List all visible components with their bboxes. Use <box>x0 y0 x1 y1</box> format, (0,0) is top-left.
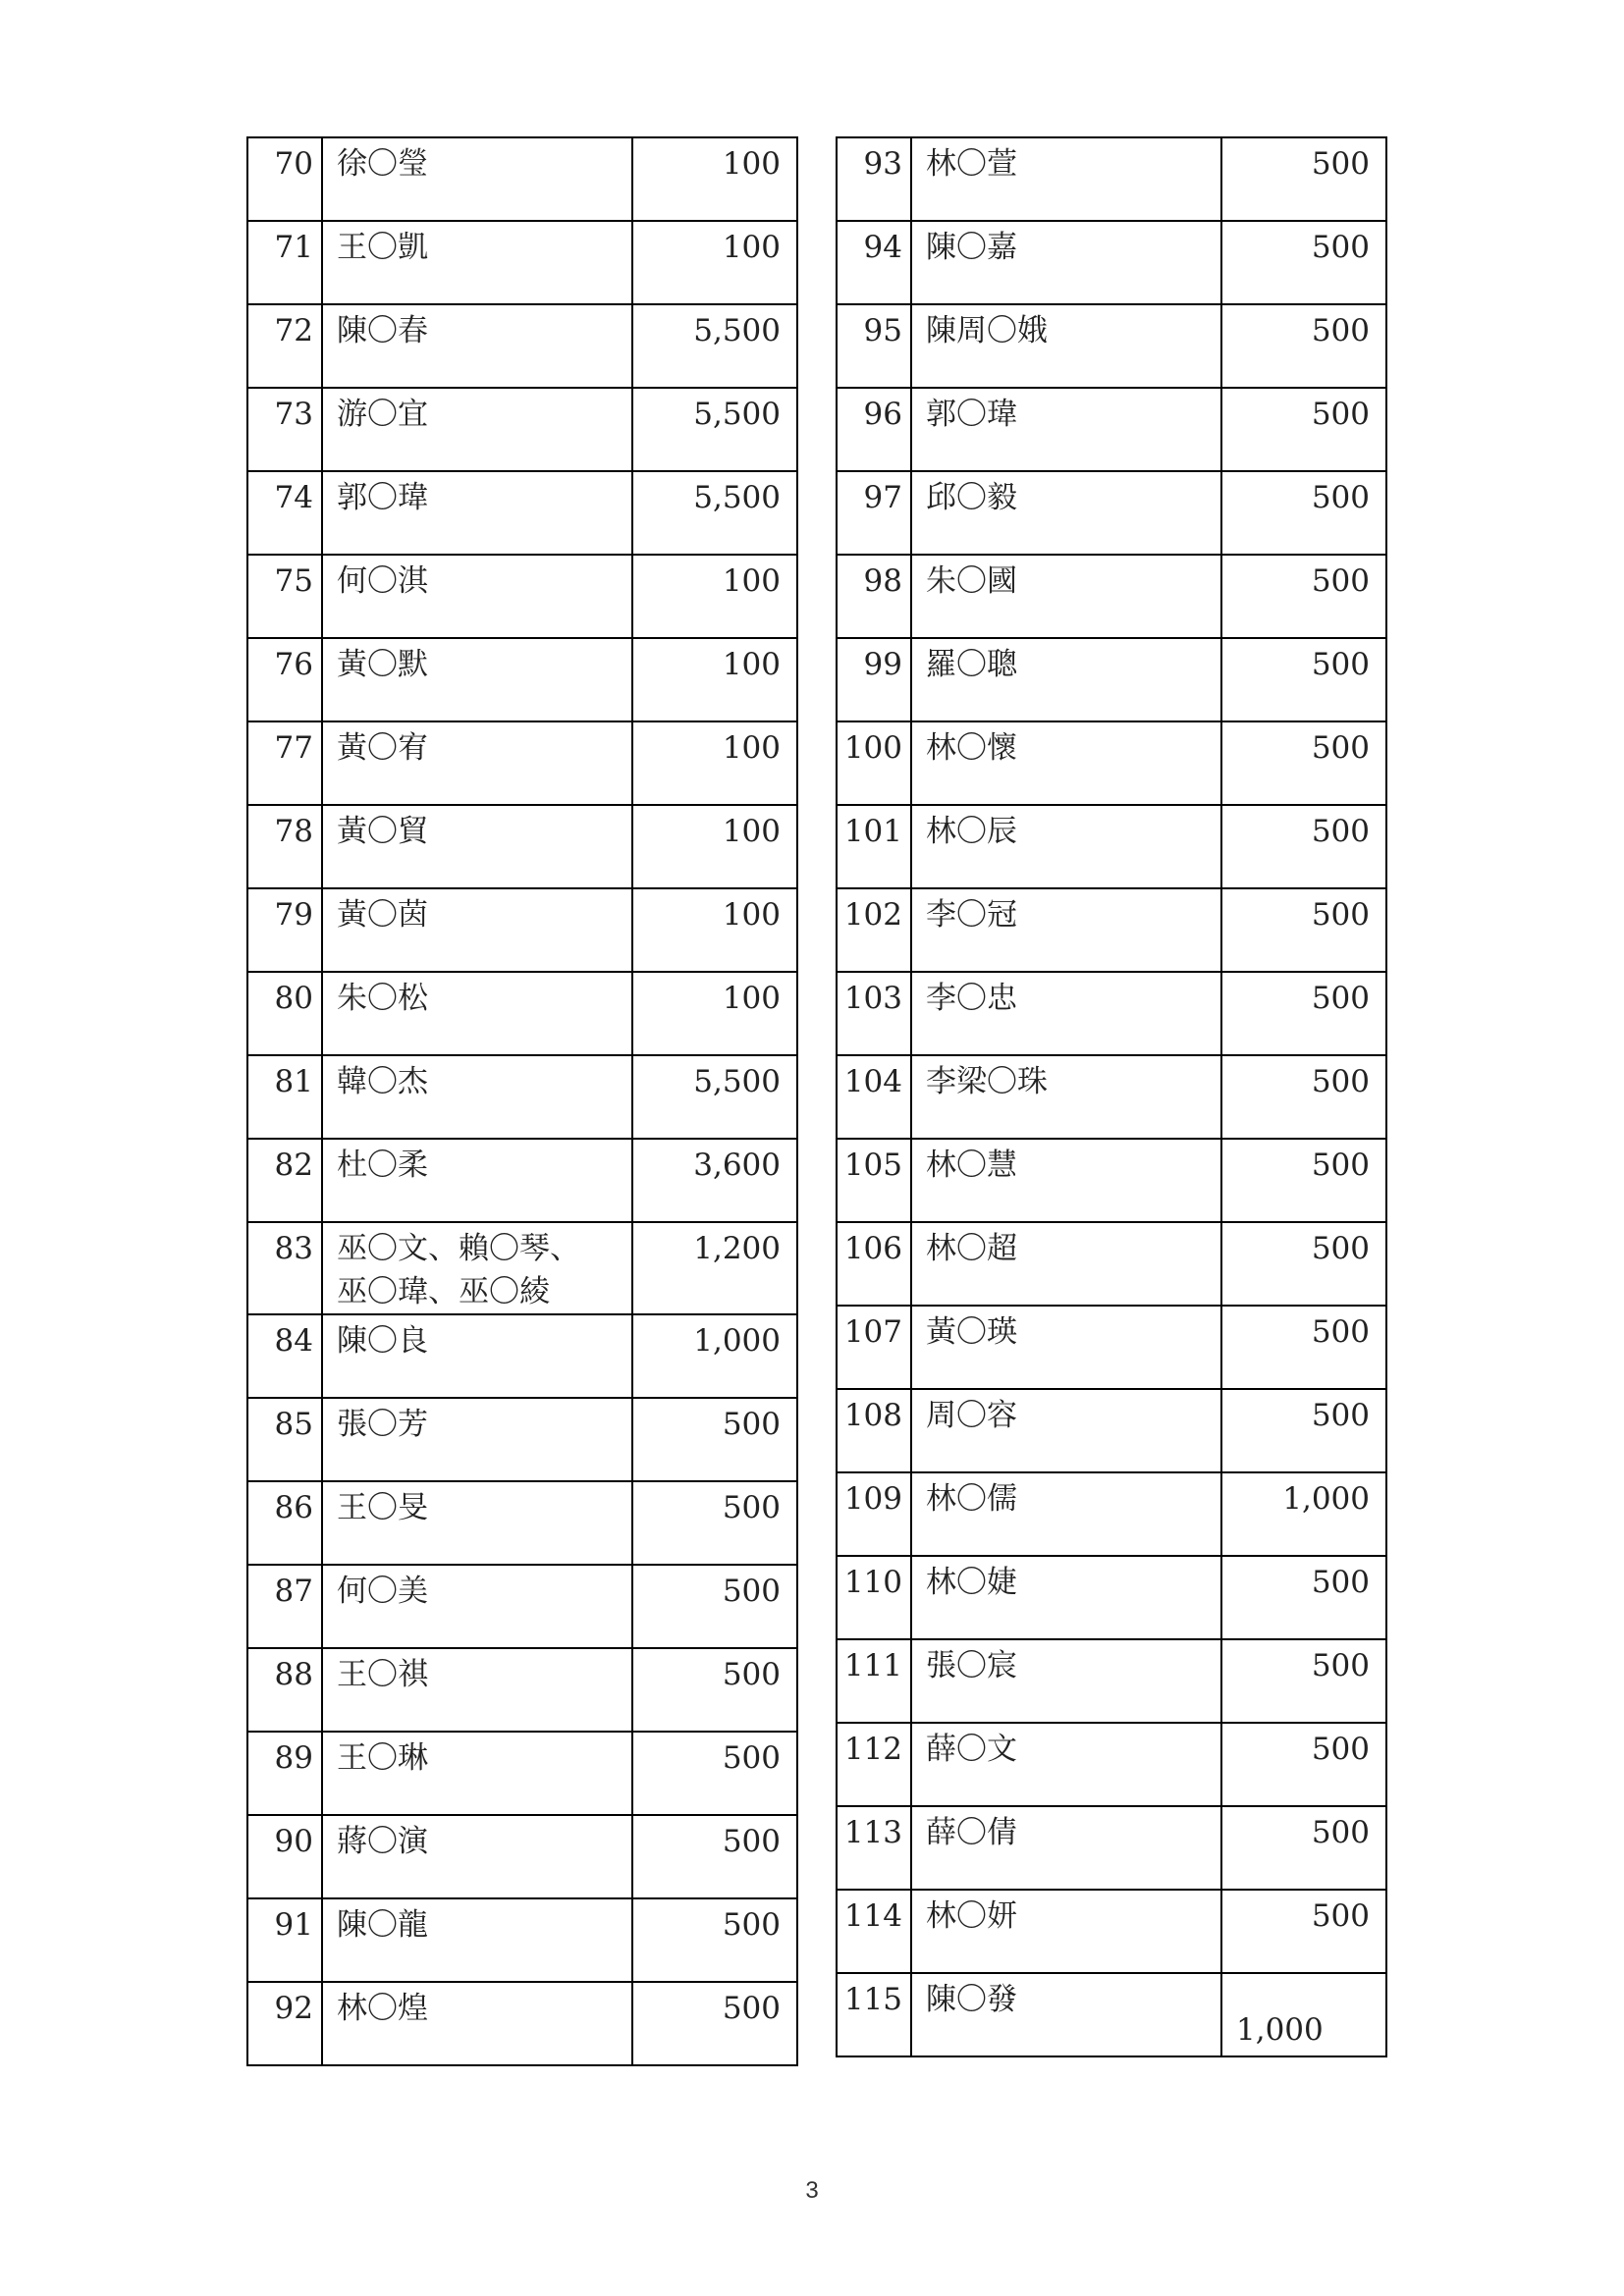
donor-name: 張〇宸 <box>911 1639 1221 1723</box>
table-row <box>247 304 797 388</box>
donor-name: 李〇冠 <box>911 888 1221 972</box>
donation-amount: 500 <box>632 1648 797 1732</box>
row-number: 73 <box>247 388 322 471</box>
donation-amount: 500 <box>1221 1806 1386 1890</box>
table-row <box>837 972 1386 1055</box>
page-number: 3 <box>805 2177 819 2204</box>
donation-amount: 500 <box>632 1898 797 1982</box>
donor-name: 薛〇文 <box>911 1723 1221 1806</box>
table-row <box>837 1639 1386 1723</box>
table-row <box>247 1398 797 1481</box>
row-number: 87 <box>247 1565 322 1648</box>
donation-amount: 500 <box>632 1815 797 1898</box>
donor-name: 何〇美 <box>322 1565 632 1648</box>
donor-name: 黃〇瑛 <box>911 1306 1221 1389</box>
donation-amount: 5,500 <box>632 388 797 471</box>
row-number: 84 <box>247 1314 322 1398</box>
donation-amount: 500 <box>1221 1556 1386 1639</box>
row-number: 110 <box>837 1556 911 1639</box>
donation-amount: 500 <box>1221 805 1386 888</box>
donation-amount: 500 <box>1221 1723 1386 1806</box>
donor-name: 黃〇宥 <box>322 721 632 805</box>
donor-name: 林〇慧 <box>911 1139 1221 1222</box>
donation-amount: 5,500 <box>632 471 797 555</box>
donor-name: 王〇凱 <box>322 221 632 304</box>
row-number: 99 <box>837 638 911 721</box>
table-row <box>247 471 797 555</box>
table-row <box>247 1055 797 1139</box>
donation-amount: 500 <box>1221 304 1386 388</box>
table-row <box>837 1306 1386 1389</box>
donation-amount: 500 <box>632 1481 797 1565</box>
donor-name: 陳〇龍 <box>322 1898 632 1982</box>
row-number: 112 <box>837 1723 911 1806</box>
donation-amount: 500 <box>1221 388 1386 471</box>
table-row <box>247 1481 797 1565</box>
table-row <box>247 1648 797 1732</box>
table-row <box>247 555 797 638</box>
donor-name: 林〇萱 <box>911 137 1221 221</box>
donor-name: 張〇芳 <box>322 1398 632 1481</box>
donor-name: 徐〇瑩 <box>322 137 632 221</box>
table-row <box>247 388 797 471</box>
table-row <box>837 1556 1386 1639</box>
donor-name: 朱〇松 <box>322 972 632 1055</box>
donation-amount: 500 <box>1221 1890 1386 1973</box>
table-row <box>247 721 797 805</box>
row-number: 95 <box>837 304 911 388</box>
row-number: 74 <box>247 471 322 555</box>
table-row <box>837 805 1386 888</box>
donation-amount: 500 <box>632 1732 797 1815</box>
donor-name: 黃〇貿 <box>322 805 632 888</box>
row-number: 77 <box>247 721 322 805</box>
row-number: 96 <box>837 388 911 471</box>
donor-name: 游〇宜 <box>322 388 632 471</box>
row-number: 103 <box>837 972 911 1055</box>
row-number: 83 <box>247 1222 322 1314</box>
donation-amount: 500 <box>1221 1389 1386 1472</box>
donation-amount: 100 <box>632 137 797 221</box>
donation-amount: 500 <box>1221 137 1386 221</box>
donation-amount: 5,500 <box>632 304 797 388</box>
row-number: 75 <box>247 555 322 638</box>
donation-amount: 500 <box>1221 721 1386 805</box>
donor-name-line-2: 巫〇瑋、巫〇綾 <box>337 1274 550 1309</box>
donor-name: 王〇旻 <box>322 1481 632 1565</box>
row-number: 90 <box>247 1815 322 1898</box>
donor-name: 陳〇春 <box>322 304 632 388</box>
donation-amount: 500 <box>1221 972 1386 1055</box>
table-row <box>247 888 797 972</box>
donor-name: 李〇忠 <box>911 972 1221 1055</box>
donation-amount: 1,200 <box>632 1222 797 1314</box>
row-number: 101 <box>837 805 911 888</box>
row-number: 89 <box>247 1732 322 1815</box>
table-row <box>247 1314 797 1398</box>
row-number: 114 <box>837 1890 911 1973</box>
table-row <box>837 1806 1386 1890</box>
donor-name: 黃〇茵 <box>322 888 632 972</box>
donation-amount: 500 <box>1221 888 1386 972</box>
donation-amount: 500 <box>632 1982 797 2065</box>
table-row <box>837 137 1386 221</box>
row-number: 72 <box>247 304 322 388</box>
donor-name: 陳周〇娥 <box>911 304 1221 388</box>
table-row <box>247 1982 797 2065</box>
row-number: 86 <box>247 1481 322 1565</box>
row-number: 105 <box>837 1139 911 1222</box>
donor-name: 羅〇聰 <box>911 638 1221 721</box>
table-row <box>247 805 797 888</box>
row-number: 108 <box>837 1389 911 1472</box>
donation-amount: 1,000 <box>1221 1973 1386 2056</box>
donation-amount: 100 <box>632 805 797 888</box>
donation-amount: 100 <box>632 972 797 1055</box>
donation-amount: 500 <box>1221 1639 1386 1723</box>
table-row <box>837 221 1386 304</box>
table-row <box>837 1472 1386 1556</box>
table-row <box>247 638 797 721</box>
table-row <box>247 1139 797 1222</box>
row-number: 82 <box>247 1139 322 1222</box>
table-row <box>247 137 797 221</box>
table-row <box>837 388 1386 471</box>
donor-name: 杜〇柔 <box>322 1139 632 1222</box>
row-number: 115 <box>837 1973 911 2056</box>
donation-amount: 1,000 <box>632 1314 797 1398</box>
row-number: 88 <box>247 1648 322 1732</box>
donor-name: 郭〇瑋 <box>911 388 1221 471</box>
donor-name: 林〇儒 <box>911 1472 1221 1556</box>
row-number: 70 <box>247 137 322 221</box>
donation-amount: 500 <box>1221 1055 1386 1139</box>
table-row <box>247 972 797 1055</box>
table-row <box>837 638 1386 721</box>
table-row <box>837 471 1386 555</box>
donor-name: 郭〇瑋 <box>322 471 632 555</box>
row-number: 102 <box>837 888 911 972</box>
donation-table-left <box>246 136 798 2066</box>
table-row <box>837 888 1386 972</box>
row-number: 93 <box>837 137 911 221</box>
row-number: 91 <box>247 1898 322 1982</box>
donation-amount: 3,600 <box>632 1139 797 1222</box>
row-number: 80 <box>247 972 322 1055</box>
donor-name: 韓〇杰 <box>322 1055 632 1139</box>
row-number: 97 <box>837 471 911 555</box>
donation-amount: 500 <box>1221 638 1386 721</box>
donation-amount: 500 <box>1221 1306 1386 1389</box>
donor-name: 王〇琳 <box>322 1732 632 1815</box>
donor-name: 薛〇倩 <box>911 1806 1221 1890</box>
table-row <box>837 1222 1386 1306</box>
donor-name: 周〇容 <box>911 1389 1221 1472</box>
table-row <box>837 555 1386 638</box>
donation-amount: 500 <box>1221 555 1386 638</box>
table-row <box>247 1898 797 1982</box>
row-number: 92 <box>247 1982 322 2065</box>
table-row <box>837 304 1386 388</box>
donation-table-right <box>836 136 1387 2057</box>
row-number: 94 <box>837 221 911 304</box>
table-row <box>837 1890 1386 1973</box>
row-number: 104 <box>837 1055 911 1139</box>
donation-amount: 100 <box>632 721 797 805</box>
row-number: 106 <box>837 1222 911 1306</box>
donor-name: 王〇祺 <box>322 1648 632 1732</box>
donation-amount: 100 <box>632 555 797 638</box>
donor-name: 陳〇良 <box>322 1314 632 1398</box>
table-row <box>247 1222 797 1314</box>
donation-amount: 100 <box>632 888 797 972</box>
donation-amount: 500 <box>1221 471 1386 555</box>
donor-name: 林〇辰 <box>911 805 1221 888</box>
row-number: 111 <box>837 1639 911 1723</box>
donor-name: 何〇淇 <box>322 555 632 638</box>
donation-amount: 500 <box>1221 1139 1386 1222</box>
donor-name: 林〇妍 <box>911 1890 1221 1973</box>
row-number: 81 <box>247 1055 322 1139</box>
table-row <box>837 1973 1386 2056</box>
donor-name: 林〇懷 <box>911 721 1221 805</box>
donor-name: 李梁〇珠 <box>911 1055 1221 1139</box>
table-row <box>247 1732 797 1815</box>
donor-name: 陳〇嘉 <box>911 221 1221 304</box>
row-number: 109 <box>837 1472 911 1556</box>
donor-name: 蔣〇演 <box>322 1815 632 1898</box>
donation-amount: 500 <box>1221 221 1386 304</box>
donation-amount: 500 <box>632 1565 797 1648</box>
table-row <box>837 1139 1386 1222</box>
donor-name: 林〇婕 <box>911 1556 1221 1639</box>
table-row <box>837 1389 1386 1472</box>
donation-amount: 500 <box>632 1398 797 1481</box>
donor-name: 陳〇發 <box>911 1973 1221 2056</box>
donor-name: 林〇煌 <box>322 1982 632 2065</box>
donor-name: 林〇超 <box>911 1222 1221 1306</box>
donation-amount: 100 <box>632 638 797 721</box>
row-number: 85 <box>247 1398 322 1481</box>
row-number: 107 <box>837 1306 911 1389</box>
table-row <box>837 1055 1386 1139</box>
table-row <box>837 721 1386 805</box>
row-number: 100 <box>837 721 911 805</box>
row-number: 113 <box>837 1806 911 1890</box>
donor-name: 黃〇默 <box>322 638 632 721</box>
donor-name <box>322 1222 632 1314</box>
table-row <box>247 1815 797 1898</box>
donor-name: 朱〇國 <box>911 555 1221 638</box>
donor-name: 邱〇毅 <box>911 471 1221 555</box>
donation-amount: 500 <box>1221 1222 1386 1306</box>
table-row <box>247 1565 797 1648</box>
table-row <box>247 221 797 304</box>
row-number: 79 <box>247 888 322 972</box>
donor-name-line-1: 巫〇文、賴〇琴、 <box>337 1231 580 1266</box>
donation-amount: 1,000 <box>1221 1472 1386 1556</box>
row-number: 98 <box>837 555 911 638</box>
row-number: 71 <box>247 221 322 304</box>
row-number: 78 <box>247 805 322 888</box>
donation-amount: 5,500 <box>632 1055 797 1139</box>
row-number: 76 <box>247 638 322 721</box>
donation-amount: 100 <box>632 221 797 304</box>
table-row <box>837 1723 1386 1806</box>
